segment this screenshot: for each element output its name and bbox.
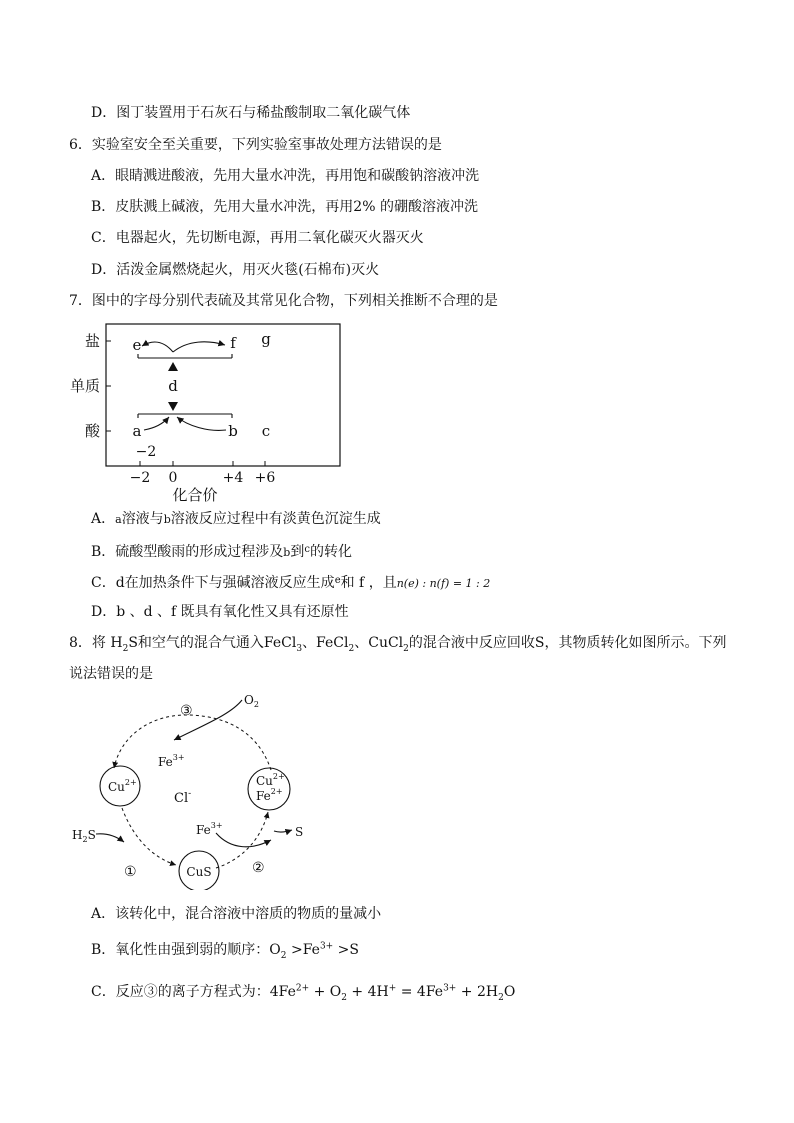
q8-cycle-diagram <box>66 690 326 890</box>
q8-path-step1 <box>122 808 176 865</box>
q8-cl-label: Cl- <box>174 789 192 806</box>
q7-option-c: C．d在加热条件下与强碱溶液反应生成$^e$和 f ，且n(e) : n(f) = 1 : 2 <box>91 575 491 591</box>
q8-h2s-label: $H_2S$ <box>72 828 96 844</box>
q8-step1-label: ① <box>124 864 137 880</box>
q7-triangle-up <box>168 362 178 371</box>
q8-option-b: B．氧化性由强到弱的顺序：$O_2 >Fe^{3+} >S$ <box>91 941 359 961</box>
q7-triangle-down <box>168 402 178 411</box>
q7-point-d: d <box>168 377 178 395</box>
q8-right-cu-label: $Cu^{2+}$ <box>256 772 285 788</box>
q6-option-c: C．电器起火，先切断电源，再用二氧化碳灭火器灭火 <box>91 230 424 246</box>
q6-option-d: D．活泼金属燃烧起火，用灭火毯(石棉布)灭火 <box>91 262 380 278</box>
q8-s-label: S <box>295 825 304 839</box>
q7-stem: 7．图中的字母分别代表硫及其常见化合物，下列相关推断不合理的是 <box>69 293 498 309</box>
q7-x-tick: 0 <box>168 470 178 486</box>
q7-point-c: c <box>261 422 271 440</box>
q8-cu2-label: $Cu^{2+}$ <box>108 778 137 794</box>
q7-option-a: A．a溶液与b溶液反应过程中有淡黄色沉淀生成 <box>91 511 381 527</box>
q7-x-tick: +6 <box>254 470 276 486</box>
q8-fe3-top-label: $Fe^{3+}$ <box>158 753 185 769</box>
q7-x-tick: −2 <box>129 470 151 486</box>
q7-point-e: e <box>132 336 142 354</box>
q7-x-tick: +4 <box>222 470 244 486</box>
q7-y-label-element: 单质 <box>69 377 100 395</box>
q7-y-label-salt: 盐 <box>84 332 100 350</box>
q8-o2-label: $O_2$ <box>244 693 259 709</box>
q5-option-d: D．图丁装置用于石灰石与稀盐酸制取二氧化碳气体 <box>91 105 411 121</box>
q7-y-label-acid: 酸 <box>84 422 100 440</box>
q8-arrow-s <box>274 830 292 832</box>
q8-fe3-mid-label: $Fe^{3+}$ <box>196 821 223 837</box>
q6-option-a: A．眼睛溅进酸液，先用大量水冲洗，再用饱和碳酸钠溶液冲洗 <box>91 168 480 184</box>
q8-arrow-fe3 <box>216 833 271 847</box>
q7-x-title: 化合价 <box>172 486 218 504</box>
q7-point-f: f <box>230 334 236 352</box>
q8-step3-label: ③ <box>180 703 193 719</box>
q8-stem-line1: 8．将 $H_2S$和空气的混合气通入FeCl$_3$、FeCl$_2$、CuCl$_2$的混合液中反应回收S，其物质转化如图所示。下列 <box>69 635 727 654</box>
q7-option-b: B．硫酸型酸雨的形成过程涉及b到$^c$的转化 <box>91 544 352 560</box>
q8-option-a: A．该转化中，混合溶液中溶质的物质的量减小 <box>91 906 382 922</box>
q6-option-b: B．皮肤溅上碱液，先用大量水冲洗，再用2% 的硼酸溶液冲洗 <box>91 199 478 215</box>
q7-arrow-to-e <box>142 342 173 352</box>
q7-point-a-valence: −2 <box>135 444 157 460</box>
q8-cus-label: CuS <box>186 865 212 879</box>
q7-point-b: b <box>228 422 238 440</box>
q7-point-g: g <box>261 330 271 348</box>
q8-step2-label: ② <box>252 860 265 876</box>
q7-arrow-from-a <box>144 417 169 430</box>
q7-valence-diagram <box>60 320 360 506</box>
q8-option-c: C．反应③的离子方程式为：$4Fe^{2+} + O_2 + 4H^+ = 4Fe^{3+} + 2H_2O$ <box>91 983 516 1003</box>
q8-stem-line2: 说法错误的是 <box>69 666 153 682</box>
q7-arrow-from-b <box>177 417 226 430</box>
q6-stem: 6．实验室安全至关重要，下列实验室事故处理方法错误的是 <box>69 137 442 153</box>
q7-arrow-to-f <box>173 342 225 352</box>
q7-option-d: D．b 、d 、f 既具有氧化性又具有还原性 <box>91 604 349 620</box>
q8-path-step3 <box>114 715 271 770</box>
q7-point-a: a <box>132 422 142 440</box>
q8-right-fe-label: $Fe^{2+}$ <box>256 787 283 803</box>
q8-arrow-h2s <box>96 834 124 842</box>
